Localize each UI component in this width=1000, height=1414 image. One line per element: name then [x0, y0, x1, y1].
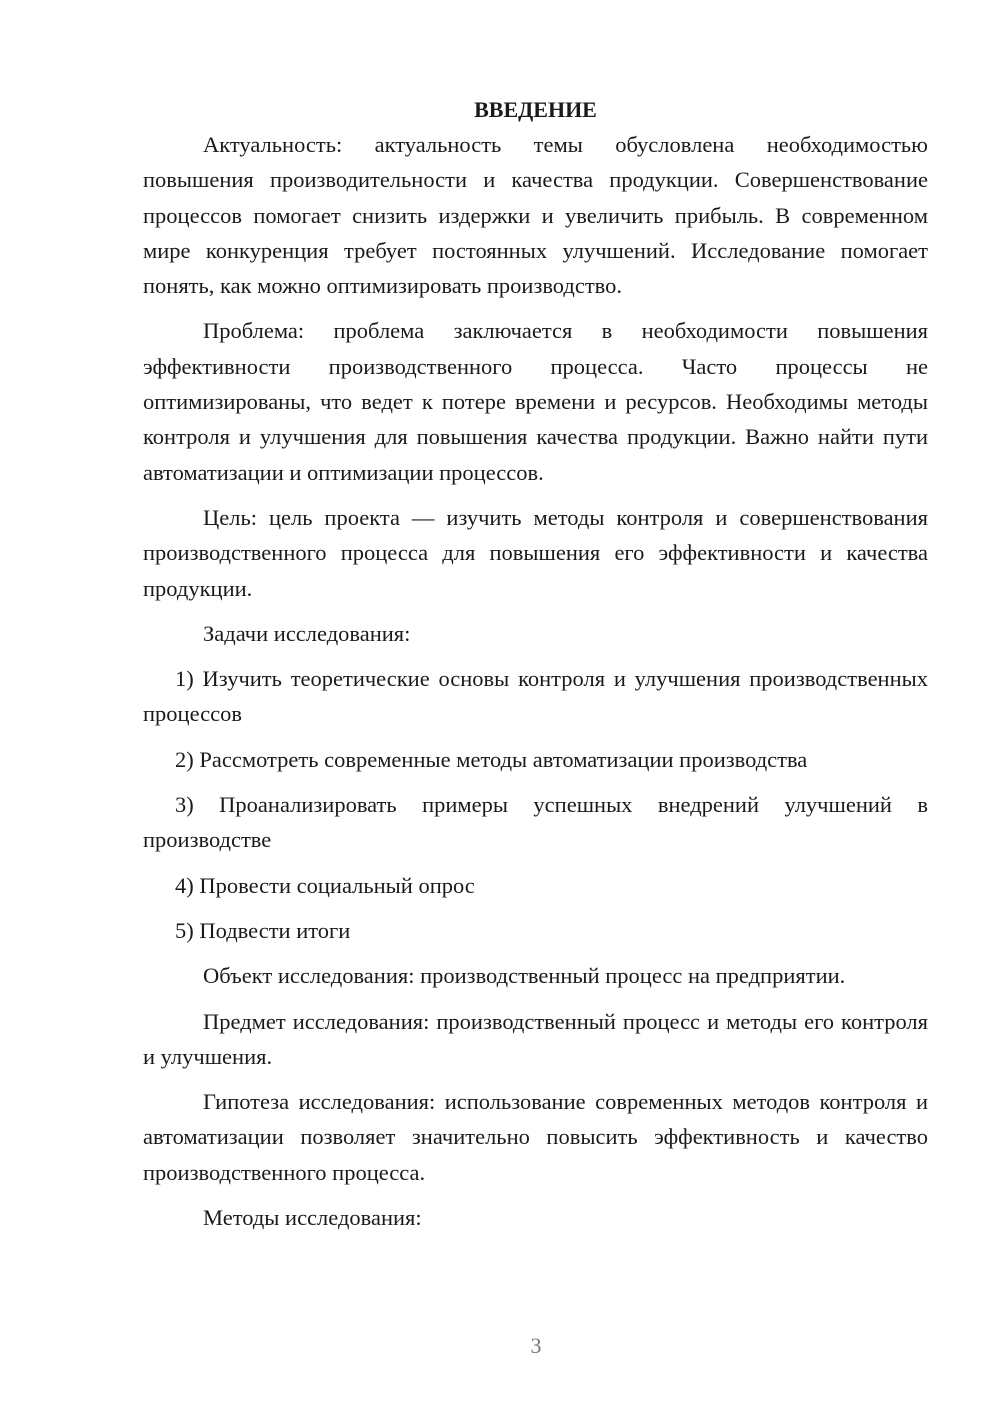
task-item: 5) Подвести итоги — [175, 917, 351, 943]
subject-paragraph: Предмет исследования: производственный процесс и методы его контроля и улучшения. — [143, 1008, 928, 1069]
task-item: 4) Провести социальный опрос — [175, 872, 475, 898]
task-item: 1) Изучить теоретические основы контроля и улучшения производственных процессов — [143, 666, 928, 727]
problem-paragraph: Проблема: проблема заключается в необходимости повышения эффективности производственного процесса. Часто процессы не оптимизированы, что ведет к потере времени и ресурсов. Необходимы методы контроля и улучшения для повышения качества продукции. Важно найти пути автоматизации и оптимизации процессов. — [143, 318, 928, 485]
task-item: 2) Рассмотреть современные методы автоматизации производства — [175, 746, 808, 772]
methods-heading: Методы исследования: — [203, 1205, 422, 1231]
document-body — [143, 92, 928, 1245]
task-item: 3) Проанализировать примеры успешных внедрений улучшений в производстве — [143, 792, 928, 853]
object-paragraph: Объект исследования: производственный процесс на предприятии. — [203, 963, 846, 989]
goal-paragraph: Цель: цель проекта — изучить методы контроля и совершенствования производственного процесса для повышения его эффективности и качества продукции. — [143, 504, 928, 601]
relevance-paragraph: Актуальность: актуальность темы обусловлена необходимостью повышения производительности и качества продукции. Совершенствование процессов помогает снизить издержки и увеличить прибыль. В современном мире конкуренция требует постоянных улучшений. Исследование помогает понять, как можно оптимизировать производство. — [143, 132, 928, 299]
tasks-heading: Задачи исследования: — [203, 620, 411, 646]
hypothesis-paragraph: Гипотеза исследования: использование современных методов контроля и автоматизации позволяет значительно повысить эффективность и качество производственного процесса. — [143, 1089, 928, 1185]
section-title: ВВЕДЕНИЕ — [474, 97, 597, 122]
page-number: 3 — [530, 1333, 542, 1358]
